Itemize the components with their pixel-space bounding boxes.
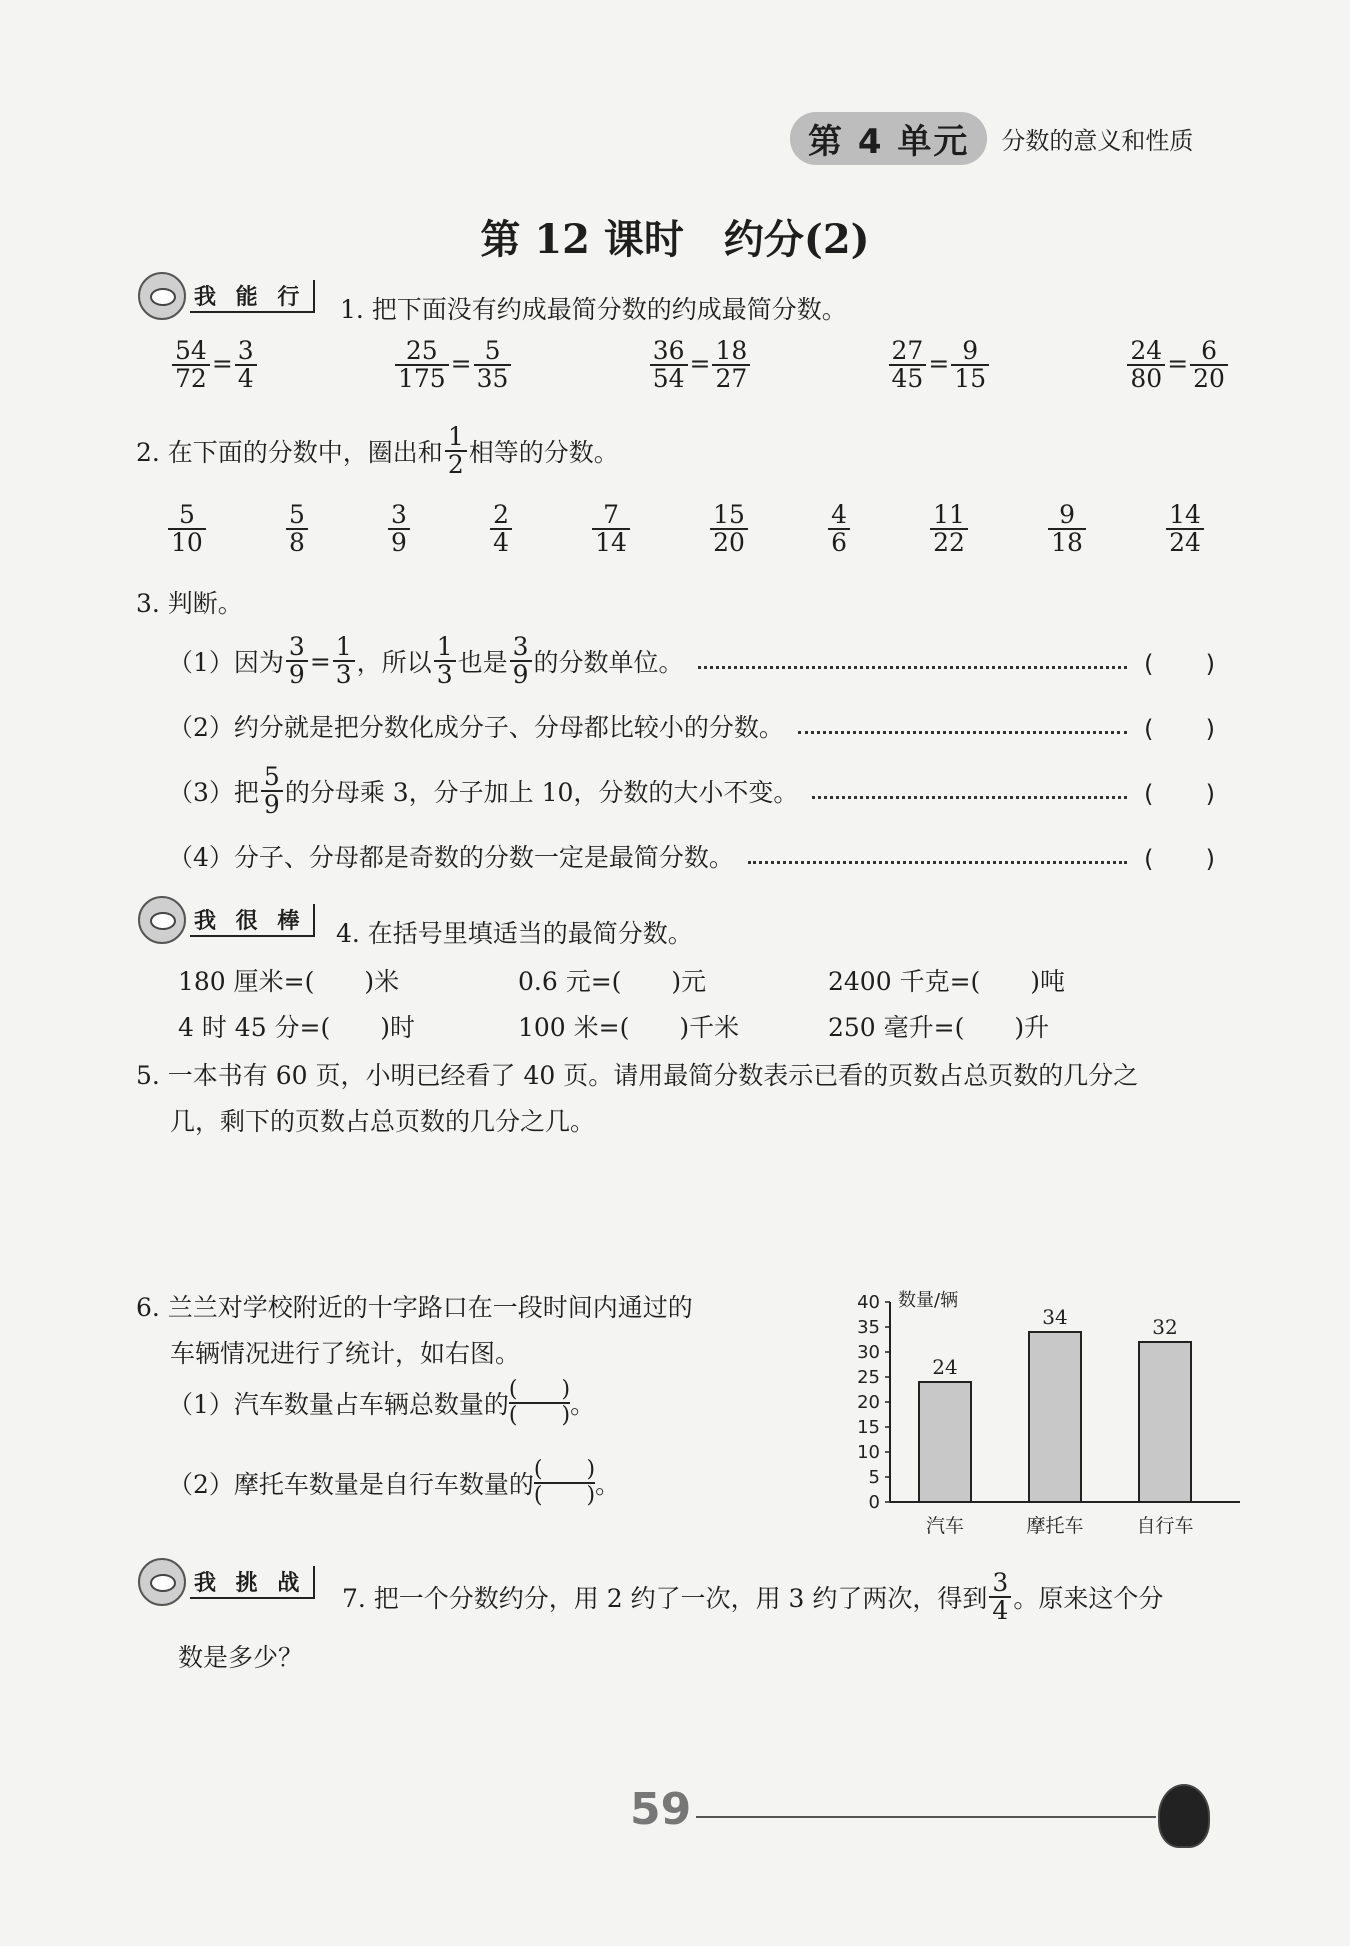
q7-line1: 7. 把一个分数约分，用 2 约了一次，用 3 约了两次，得到 3 4 。原来这个分 (342, 1568, 1164, 1626)
fraction-option[interactable]: 9 18 (1048, 502, 1086, 557)
q2-fractions (166, 502, 1206, 557)
fill-item[interactable]: 180 厘米=( )米 (178, 967, 400, 996)
q1-items (170, 338, 1230, 393)
y-axis-label: 数量/辆 (898, 1290, 959, 1311)
answer-blank[interactable]: ( ) (1141, 844, 1218, 873)
q3-label: 3. 判断。 (136, 589, 243, 618)
fill-item[interactable]: 4 时 45 分=( )时 (178, 1013, 416, 1042)
y-tick-label: 15 (857, 1417, 880, 1438)
fraction-option[interactable]: 4 6 (828, 502, 850, 557)
q1-item: $\frac{54}{72}$ = $\frac{3}{4}$ (170, 338, 259, 393)
answer-blank[interactable]: ( ) (1141, 649, 1218, 678)
fraction-option[interactable]: 5 10 (168, 502, 206, 557)
fill-item[interactable]: 2400 千克=( )吨 (828, 967, 1066, 996)
section-badge-3 (138, 1558, 315, 1606)
y-tick-label: 25 (857, 1367, 880, 1388)
footer-rule (696, 1816, 1156, 1818)
fraction-option[interactable]: 15 20 (710, 502, 748, 557)
answer-blank[interactable]: ( ) (1141, 714, 1218, 743)
unit-header (790, 112, 1193, 165)
fraction-option[interactable]: 7 14 (592, 502, 630, 557)
fraction-option[interactable]: 5 8 (286, 502, 308, 557)
fraction-blank[interactable]: ( ) ( ) (508, 1377, 571, 1429)
q5-line2: 几，剩下的页数占总页数的几分之几。 (170, 1107, 596, 1136)
judge-1: （1）因为 $\frac{3}{9}$ = $\frac{1}{3}$ ，所以 1 3 也是 3 9 的分数单位。 ( ) (168, 632, 1218, 690)
q6-sub1: （1）汽车数量占车辆总数量的 ( ) ( ) 。 (168, 1377, 596, 1429)
answer-blank[interactable]: ( ) (1141, 779, 1218, 808)
q2-label: 2. 在下面的分数中，圈出和 1 2 相等的分数。 (136, 422, 619, 480)
mascot-icon (138, 896, 186, 944)
category-label: 摩托车 (1026, 1515, 1084, 1537)
bar-value-label: 24 (932, 1355, 958, 1379)
mascot-icon (138, 272, 186, 320)
mascot-footer-icon (1158, 1784, 1210, 1848)
category-label: 自行车 (1136, 1515, 1194, 1537)
bar (1029, 1332, 1081, 1502)
fill-item[interactable]: 100 米=( )千米 (518, 1013, 740, 1042)
section-label: 我 挑 战 (190, 1566, 315, 1599)
q1-item: $\frac{24}{80}$ = $\frac{6}{20}$ (1125, 338, 1230, 393)
y-tick-label: 10 (857, 1442, 880, 1463)
y-tick-label: 20 (857, 1392, 880, 1413)
fraction-option[interactable]: 14 24 (1166, 502, 1204, 557)
q4-label: 4. 在括号里填适当的最简分数。 (336, 919, 693, 948)
q1-item: $\frac{27}{45}$ = $\frac{9}{15}$ (887, 338, 992, 393)
fraction-option[interactable]: 11 22 (930, 502, 968, 557)
section-badge-2 (138, 896, 315, 944)
mascot-icon (138, 1558, 186, 1606)
judge-2: （2）约分就是把分数化成分子、分母都比较小的分数。 ( ) (168, 708, 1218, 744)
q1-label: 1. 把下面没有约成最简分数的约成最简分数。 (340, 295, 847, 324)
category-label: 汽车 (925, 1515, 965, 1537)
bar-chart (780, 1280, 1240, 1540)
judge-4: （4）分子、分母都是奇数的分数一定是最简分数。 ( ) (168, 838, 1218, 874)
unit-subtitle: 分数的意义和性质 (1001, 127, 1194, 155)
y-tick-label: 5 (868, 1467, 880, 1488)
fill-item[interactable]: 250 毫升=( )升 (828, 1013, 1050, 1042)
bar (919, 1382, 971, 1502)
y-tick-label: 35 (857, 1317, 880, 1338)
section-label: 我 很 棒 (190, 904, 315, 937)
page-number: 59 (630, 1784, 692, 1835)
bar-value-label: 32 (1152, 1315, 1178, 1339)
y-tick-label: 30 (857, 1342, 880, 1363)
fraction-option[interactable]: 2 4 (490, 502, 512, 557)
section-badge-1 (138, 272, 315, 320)
q7-line2: 数是多少？ (178, 1643, 304, 1672)
judge-3: （3）把 5 9 的分母乘 3，分子加上 10，分数的大小不变。 ( ) (168, 762, 1218, 820)
fill-item[interactable]: 0.6 元=( )元 (518, 967, 707, 996)
q1-item: $\frac{25}{175}$ = $\frac{5}{35}$ (393, 338, 513, 393)
q6-line1: 6. 兰兰对学校附近的十字路口在一段时间内通过的 (136, 1293, 693, 1322)
y-tick-label: 0 (868, 1492, 880, 1513)
q6-sub2: （2）摩托车数量是自行车数量的 ( ) ( ) 。 (168, 1457, 621, 1509)
section-label: 我 能 行 (190, 280, 315, 313)
bar (1139, 1342, 1191, 1502)
q1-item: $\frac{36}{54}$ = $\frac{18}{27}$ (648, 338, 753, 393)
bar-value-label: 34 (1042, 1305, 1068, 1329)
lesson-title: 第 12 课时 约分(2) (480, 216, 870, 263)
q5-line1: 5. 一本书有 60 页，小明已经看了 40 页。请用最简分数表示已看的页数占总页数的几分之 (136, 1061, 1139, 1090)
fraction-option[interactable]: 3 9 (388, 502, 410, 557)
fraction-blank[interactable]: ( ) ( ) (533, 1457, 596, 1509)
y-tick-label: 40 (857, 1292, 880, 1313)
unit-label: 第 4 单元 (790, 112, 987, 165)
q6-line2: 车辆情况进行了统计，如右图。 (170, 1339, 521, 1368)
